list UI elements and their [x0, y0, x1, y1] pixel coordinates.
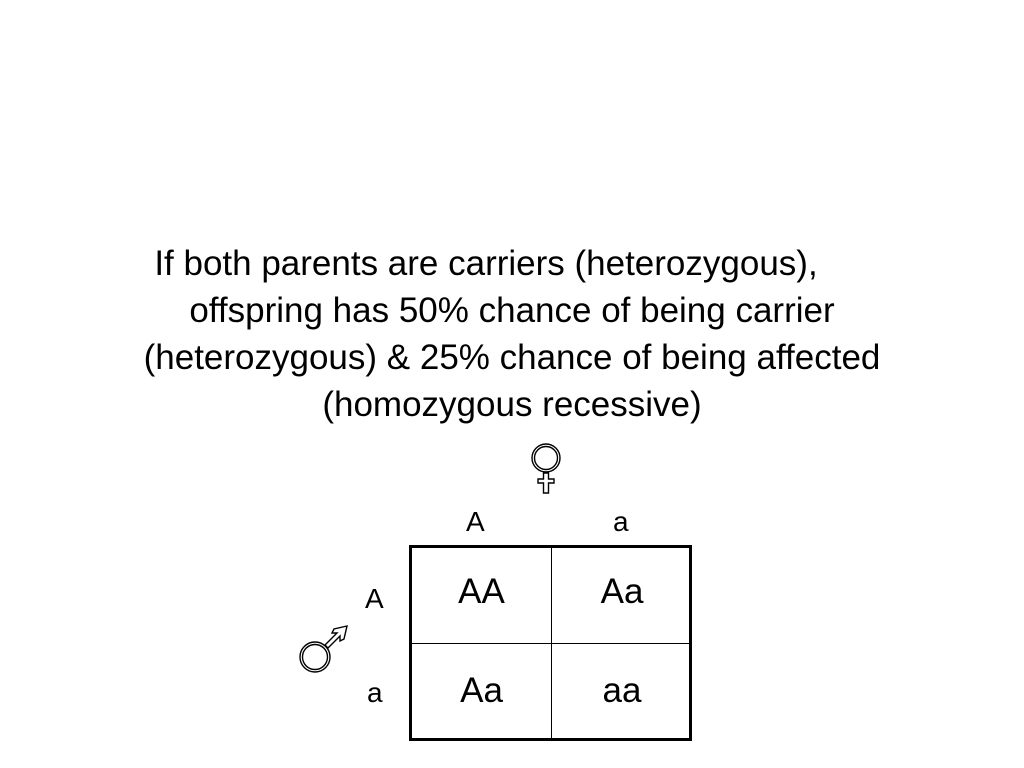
punnett-cell: [412, 644, 552, 738]
caption-line-2: offspring has 50% chance of being carrier: [189, 291, 835, 330]
genotype-label: AA: [458, 571, 505, 611]
punnett-square: [409, 545, 692, 741]
female-allele-A: A: [466, 506, 485, 537]
genotype-label: Aa: [600, 571, 644, 611]
genotype-label: aa: [602, 671, 642, 710]
male-allele-a: a: [367, 677, 383, 708]
caption-line-1: If both parents are carriers (heterozygous),: [154, 244, 818, 283]
punnett-cell: [552, 548, 692, 644]
female-allele-a: a: [613, 506, 629, 537]
caption: [80, 240, 944, 428]
male-allele-A: A: [365, 583, 384, 614]
female-symbol-icon: [526, 442, 566, 496]
caption-line-3: (heterozygous) & 25% chance of being affected: [143, 338, 881, 377]
male-symbol-icon: [296, 622, 352, 676]
caption-line-4: (homozygous recessive): [322, 385, 702, 424]
punnett-cell: [552, 644, 692, 738]
genotype-label: Aa: [460, 671, 503, 710]
punnett-cell: [412, 548, 552, 644]
